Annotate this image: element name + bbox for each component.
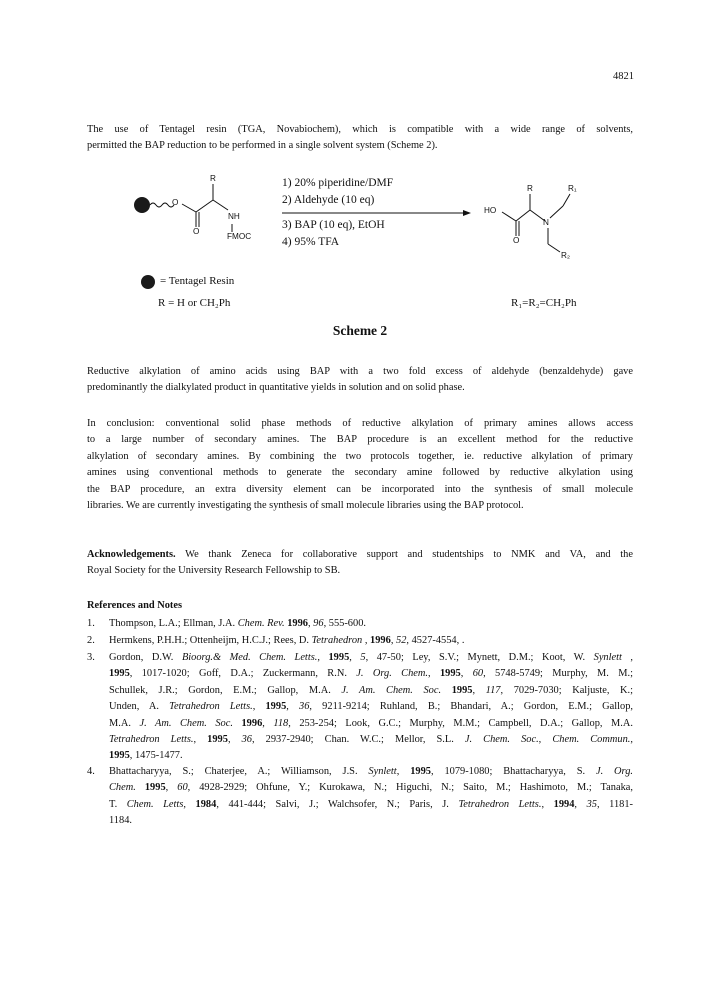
reference-line: M.A. J. Am. Chem. Soc. 1996, 118, 253-254; Look, G.C.; Murphy, M.M.; Campbell, D.A.; Gallop, M.A.	[109, 717, 633, 729]
reference-line: 1184.	[109, 815, 132, 827]
label-o-linker: O	[172, 198, 179, 207]
linker-wavy	[150, 203, 174, 207]
condition-step-3: 3) BAP (10 eq), EtOH	[282, 219, 385, 231]
reference-text	[109, 616, 633, 632]
label-fmoc: FMOC	[227, 232, 252, 241]
intro-line: permitted the BAP reduction to be performed in a single solvent system (Scheme 2).	[87, 140, 438, 152]
ack-heading: Acknowledgements.	[87, 549, 176, 560]
label-r-product: R	[527, 184, 533, 193]
conclusion-line: amines using conventional methods to generate the secondary amine followed by reductive alkylation using	[87, 467, 633, 479]
arrow-head	[463, 210, 471, 216]
results-line: Reductive alkylation of amino acids using BAP with a two fold excess of aldehyde (benzaldehyde) gave	[87, 366, 633, 377]
scheme-title: Scheme 2	[332, 323, 388, 338]
conclusion-line: alkylation of secondary amines. By combining the two protocols together, ie. reductive alkylation of primary	[87, 450, 633, 462]
reference-line: Hermkens, P.H.H.; Ottenheijm, H.C.J.; Rees, D. Tetrahedron , 1996, 52, 4527-4554, .	[109, 635, 465, 646]
label-r: R	[210, 174, 216, 183]
reference-line: Tetrahedron Letts., 1995, 36, 2937-2940; Chan. W.C.; Mellor, S.L. J. Chem. Soc., Chem. Commun.,	[109, 734, 633, 746]
conclusion-line: libraries. We are currently investigating the synthesis of small molecule libraries using the BAP protocol.	[87, 500, 524, 512]
reference-line: 1995, 1017-1020; Goff, D.A.; Zuckermann, R.N. J. Org. Chem., 1995, 60, 5748-5749; Murphy, M. M.;	[109, 668, 633, 680]
reactant-bonds	[182, 184, 232, 232]
conclusion-line: the BAP procedure, an extra diversity element can be incorporated into the synthesis of small molecule	[87, 483, 633, 495]
legend-resin-bead	[141, 275, 155, 289]
label-r1: R₁	[568, 184, 577, 193]
resin-legend-label: = Tentagel Resin	[160, 275, 235, 287]
reference-line: 1995, 1475-1477.	[109, 750, 183, 762]
references-heading: References and Notes	[87, 600, 183, 611]
acknowledgements-paragraph	[87, 547, 633, 580]
label-nh: NH	[228, 212, 240, 221]
reference-number: 3.	[87, 652, 95, 663]
reference-text	[109, 633, 633, 649]
condition-step-4: 4) 95% TFA	[282, 236, 340, 248]
resin-bead	[134, 197, 150, 213]
results-paragraph	[87, 364, 633, 397]
reference-text	[109, 764, 633, 830]
reference-line: Gordon, D.W. Bioorg.& Med. Chem. Letts., 1995, 5, 47-50; Ley, S.V.; Mynett, D.M.; Koot, W. Synlett ,	[109, 652, 634, 663]
reference-line: T. Chem. Letts, 1984, 441-444; Salvi, J.; Walchsofer, N.; Paris, J. Tetrahedron Letts., 1994, 35, 1181-	[109, 798, 633, 810]
results-line: predominantly the dialkylated product in quantitative yields in solution and on solid phase.	[87, 382, 465, 394]
reference-line: Thompson, L.A.; Ellman, J.A. Chem. Rev. 1996, 96, 555-600.	[109, 618, 366, 629]
intro-line: The use of Tentagel resin (TGA, Novabiochem), which is compatible with a wide range of solvents,	[87, 124, 633, 135]
reference-number: 1.	[87, 618, 95, 629]
reference-line: Bhattacharyya, S.; Chaterjee, A.; Williamson, J.S. Synlett, 1995, 1079-1080; Bhattacharyya, S. J. Org.	[109, 766, 633, 777]
condition-step-1: 1) 20% piperidine/DMF	[282, 177, 394, 189]
reference-number: 2.	[87, 635, 95, 646]
ack-line-1	[87, 547, 633, 563]
label-o-product: O	[513, 236, 520, 245]
conclusion-line: In conclusion: conventional solid phase methods of reductive alkylation of primary amines allows access	[87, 418, 633, 429]
reference-number: 4.	[87, 766, 95, 777]
label-r2: R₂	[561, 251, 571, 260]
scheme-2-graphic	[0, 0, 720, 340]
reactant-caption: R = H or CH₂Ph	[158, 297, 231, 309]
label-ho: HO	[484, 206, 497, 215]
ack-text-2: Royal Society for the University Research Fellowship to SB.	[87, 565, 341, 577]
label-o-carbonyl: O	[193, 227, 200, 236]
reference-line: Unden, A. Tetrahedron Letts., 1995, 36, 9211-9214; Ruhland, B.; Bhandari, A.; Gordon, E.M.; Gallop,	[109, 701, 633, 713]
reference-text	[109, 650, 633, 765]
page-number: 4821	[613, 71, 634, 82]
condition-step-2: 2) Aldehyde (10 eq)	[282, 194, 375, 206]
label-n: N	[543, 218, 549, 227]
conclusion-line: to a large number of secondary amines. The BAP procedure is an excellent method for the reductive	[87, 434, 633, 446]
product-caption: R₁=R₂=CH₂Ph	[511, 297, 577, 309]
reference-line: Schullek, J.R.; Gordon, E.M.; Gallop, M.A. J. Am. Chem. Soc. 1995, 117, 7029-7030; Kaljuste, K.;	[109, 684, 633, 696]
ack-text-1: We thank Zeneca for collaborative support and studentships to NMK and VA, and the	[175, 549, 633, 560]
conclusion-paragraph	[87, 416, 633, 514]
reference-line: Chem. 1995, 60, 4928-2929; Ohfune, Y.; Kurokawa, N.; Higuchi, N.; Saito, M.; Hashimoto, M.; Tanaka,	[109, 782, 633, 794]
